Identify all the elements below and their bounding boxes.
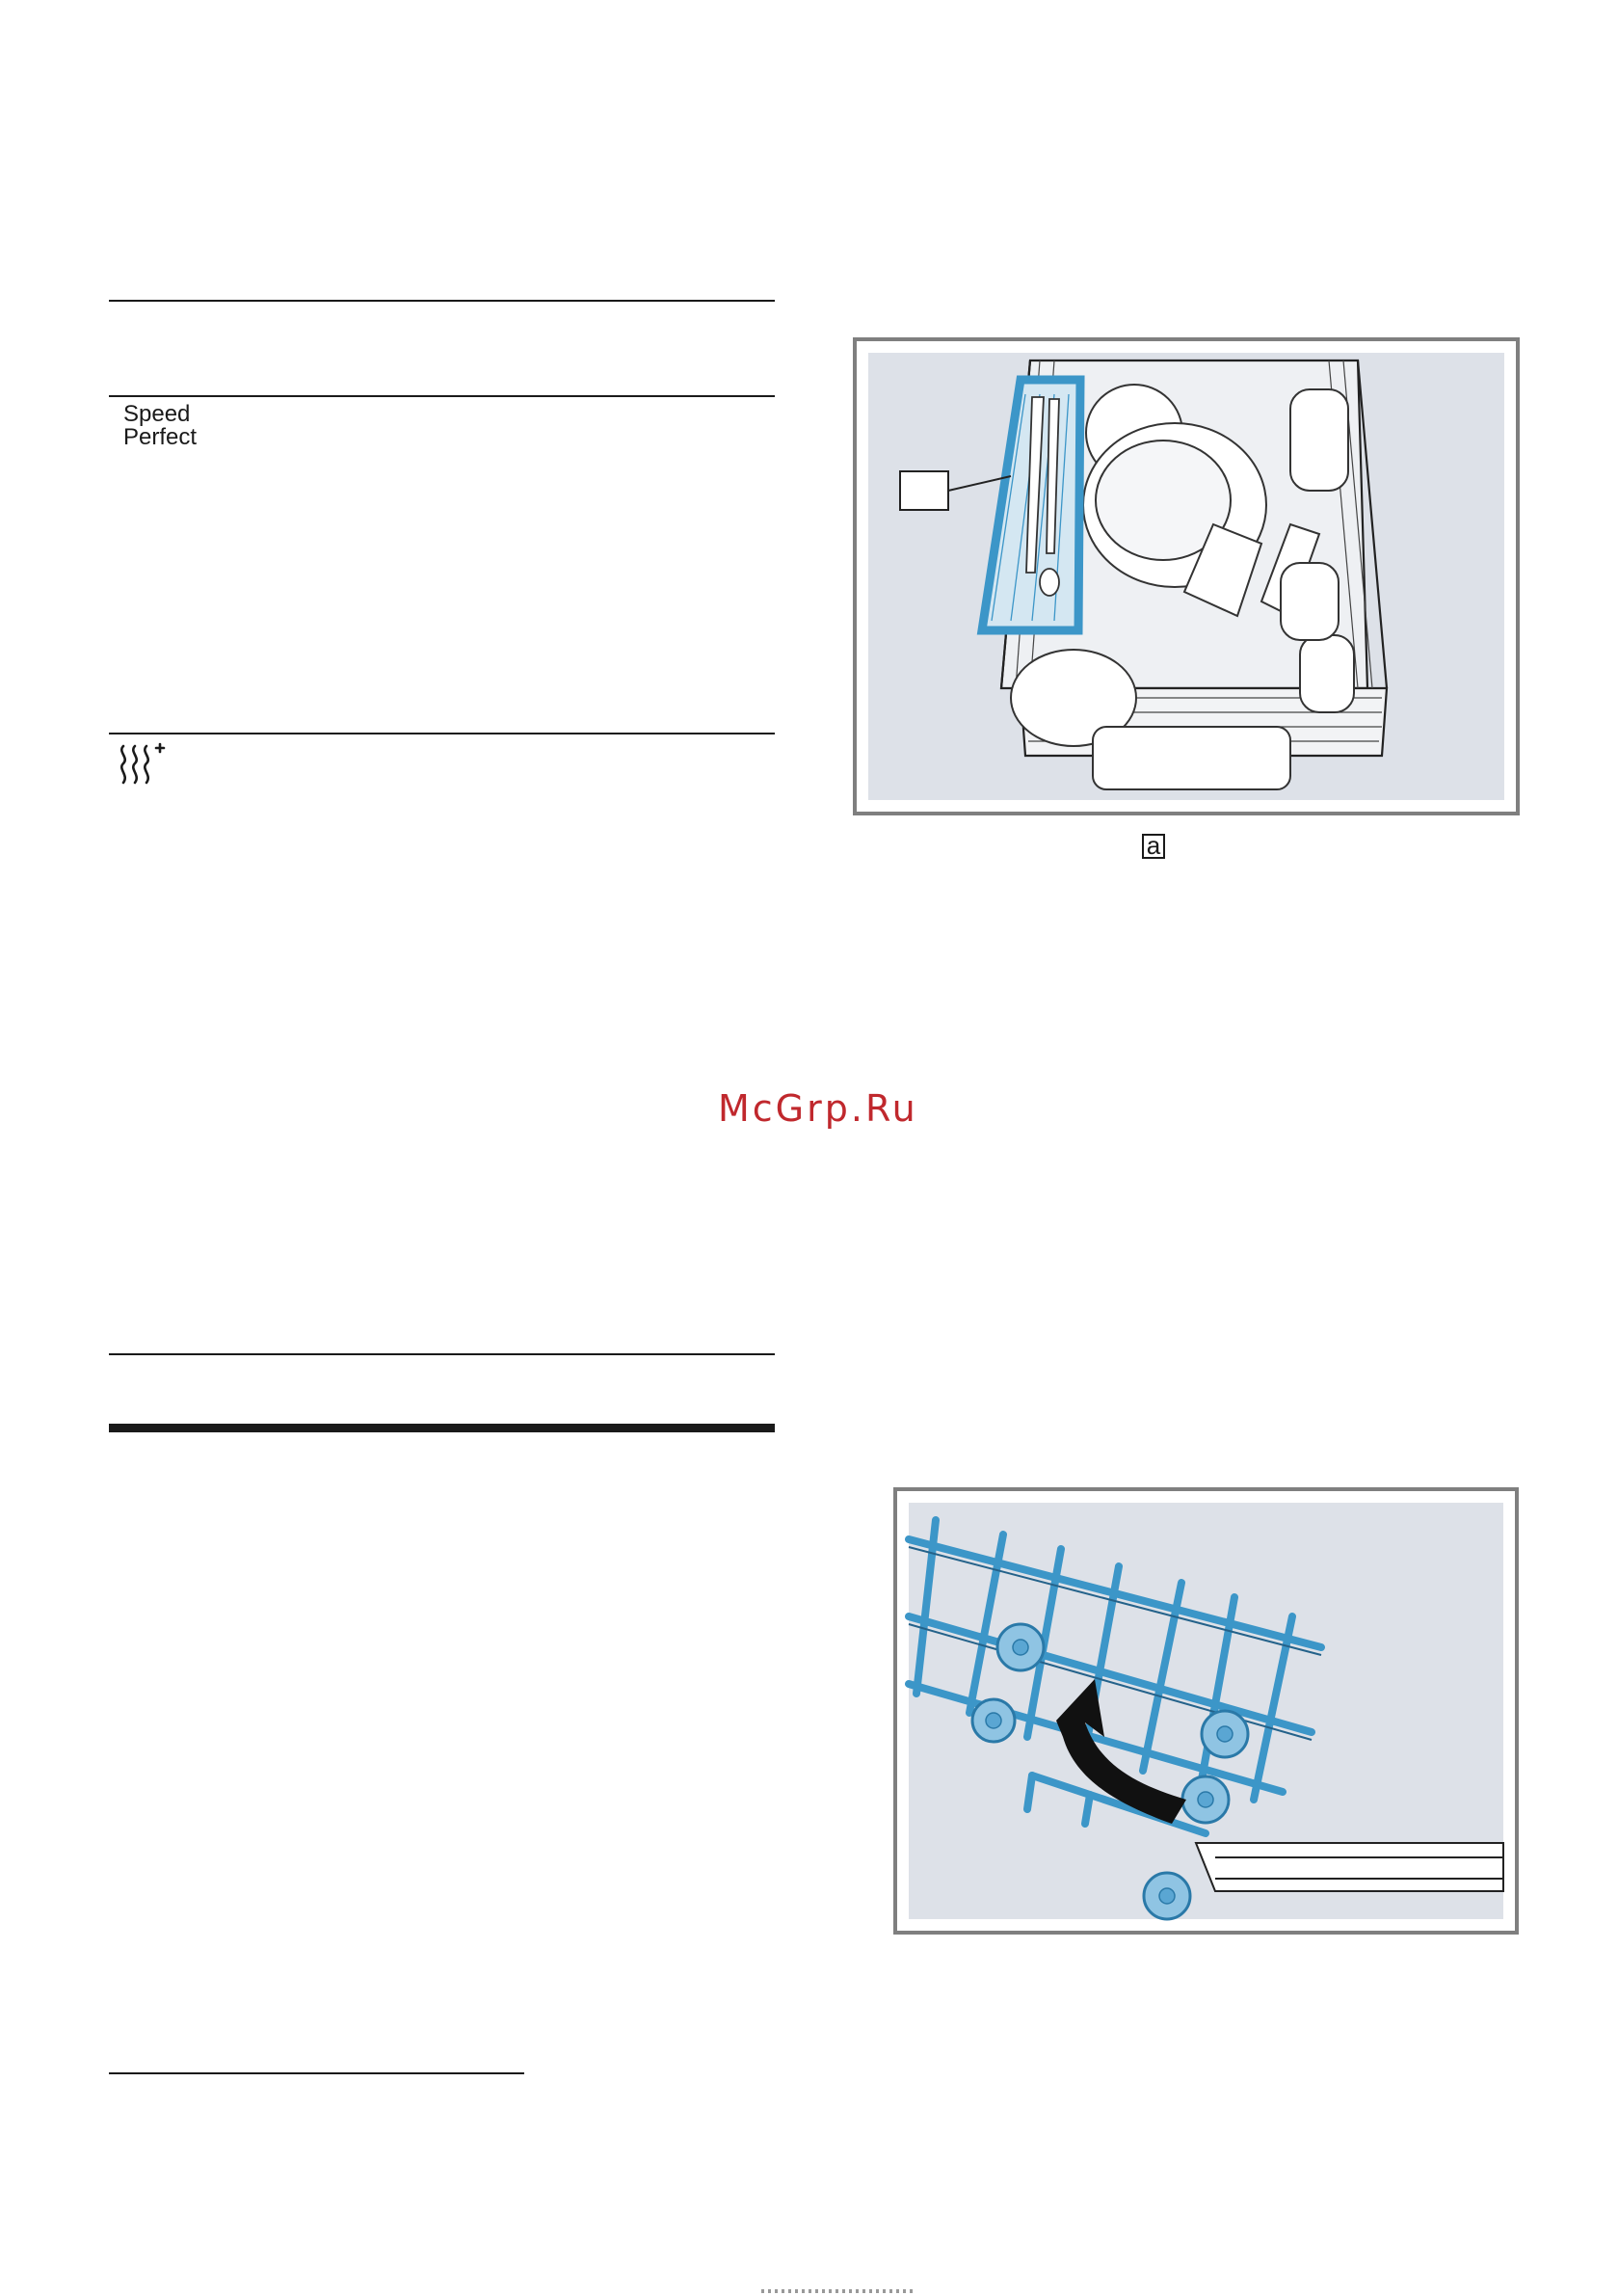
short-rule (109, 2072, 524, 2074)
extra-dry-heat-waves-plus-icon (116, 740, 173, 788)
speed-perfect-line-2: Perfect (123, 424, 198, 450)
table-row-rule (109, 395, 775, 397)
upper-basket-illustration (857, 341, 1516, 812)
speed-perfect-label (123, 403, 197, 449)
table-row-rule-2 (109, 733, 775, 734)
upper-basket-figure (853, 337, 1520, 815)
table-top-rule (109, 300, 775, 302)
basket-rail-figure (893, 1487, 1519, 1935)
speed-perfect-line-1: Speed (123, 401, 191, 427)
basket-rail-illustration (897, 1491, 1515, 1931)
section-rule (109, 1353, 775, 1355)
callout-letter: a (1146, 831, 1161, 860)
heading-bar (109, 1424, 775, 1432)
figure-callout-a (1142, 831, 1165, 860)
watermark: McGrp.Ru (718, 1087, 918, 1130)
page-footer-mark (761, 2289, 915, 2293)
